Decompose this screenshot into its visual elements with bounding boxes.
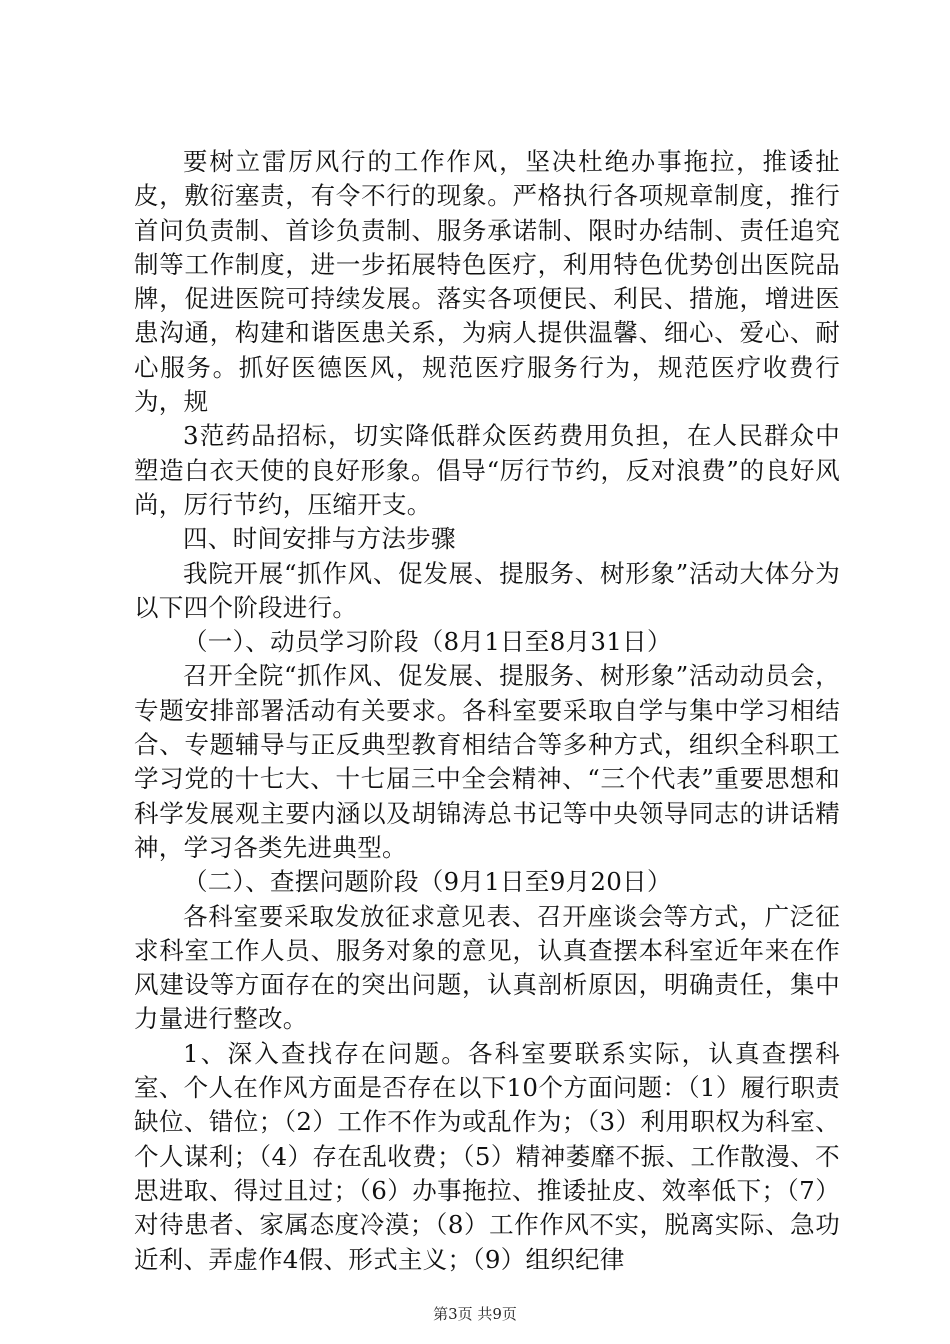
document-body: [134, 145, 840, 1277]
stage-heading-mobilization: （一）、动员学习阶段（8月1日至8月31日）: [183, 627, 672, 657]
page-number-footer: 第3页 共9页: [433, 1305, 517, 1323]
paragraph-mobilization: 召开全院“抓作风、促发展、提服务、树形象”活动动员会，专题安排部署活动有关要求。各科室要采取自学与集中学习相结合、专题辅导与正反典型教育相结合等多种方式，组织全科职工学习党的十七大、十七届三中全会精神、“三个代表”重要思想和科学发展观主要内涵以及胡锦涛总书记等中央领导同志的讲话精神，学习各类先进典型。: [134, 661, 840, 862]
paragraph-work-style: 要树立雷厉风行的工作作风，坚决杜绝办事拖拉，推诿扯皮，敷衍塞责，有令不行的现象。严格执行各项规章制度，推行首问负责制、首诊负责制、服务承诺制、限时办结制、责任追究制等工作制度，进一步拓展特色医疗，利用特色优势创出医院品牌，促进医院可持续发展。落实各项便民、利民、措施，增进医患沟通，构建和谐医患关系，为病人提供温馨、细心、爱心、耐心服务。抓好医德医风，规范医疗服务行为，规范医疗收费行为，规: [134, 147, 840, 417]
paragraph-four-stages: 我院开展“抓作风、促发展、提服务、树形象”活动大体分为以下四个阶段进行。: [134, 558, 840, 622]
stage-heading-problem-review: （二）、查摆问题阶段（9月1日至9月20日）: [183, 867, 672, 897]
section-heading-schedule: 四、时间安排与方法步骤: [183, 524, 456, 554]
paragraph-find-problems: 1、深入查找存在问题。各科室要联系实际，认真查摆科室、个人在作风方面是否存在以下10个方面问题：（1）履行职责缺位、错位；（2）工作不作为或乱作为；（3）利用职权为科室、个人谋利；（4）存在乱收费；（5）精神萎靡不振、工作散漫、不思进取、得过且过；（6）办事拖拉、推诿扯皮、效率低下；（7）对待患者、家属态度冷漠；（8）工作作风不实，脱离实际、急功近利、弄虚作4假、形式主义；（9）组织纪律: [134, 1038, 840, 1274]
paragraph-drug-bidding: 3范药品招标，切实降低群众医药费用负担，在人民群众中塑造白衣天使的良好形象。倡导“厉行节约，反对浪费”的良好风尚，厉行节约，压缩开支。: [134, 421, 840, 519]
paragraph-problem-review: 各科室要采取发放征求意见表、召开座谈会等方式，广泛征求科室工作人员、服务对象的意见，认真查摆本科室近年来在作风建设等方面存在的突出问题，认真剖析原因，明确责任，集中力量进行整改。: [134, 901, 840, 1034]
